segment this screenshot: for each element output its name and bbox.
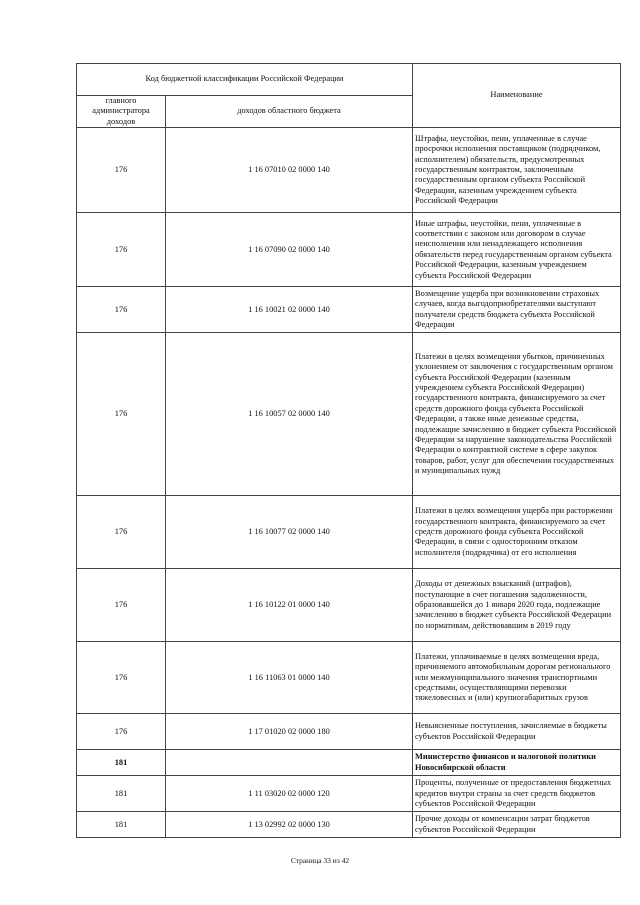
income-name: Невыясненные поступления, зачисляемые в бюджеты субъектов Российской Федерации [413, 714, 621, 750]
table-row [77, 213, 621, 287]
admin-code: 181 [77, 812, 166, 838]
admin-code: 176 [77, 569, 166, 642]
admin-code: 181 [77, 750, 166, 776]
admin-code: 176 [77, 496, 166, 569]
income-code: 1 11 03020 02 0000 120 [166, 776, 413, 812]
income-name: Штрафы, неустойки, пени, уплаченные в случае просрочки исполнения поставщиком (подрядчиком, исполнителем) обязательств, предусмотренных государственным контрактом, заключенным государственным органом субъекта Российской Федерации, казенным учреждением субъекта Российской Федерации [413, 128, 621, 213]
admin-code: 176 [77, 714, 166, 750]
table-row-administrator [77, 750, 621, 776]
table-row [77, 776, 621, 812]
table-row [77, 128, 621, 213]
administrator-name: Министерство финансов и налоговой политики Новосибирской области [413, 750, 621, 776]
table-row [77, 714, 621, 750]
admin-code: 176 [77, 333, 166, 496]
admin-code: 176 [77, 213, 166, 287]
income-code: 1 16 07010 02 0000 140 [166, 128, 413, 213]
page-number: Страница 33 из 42 [290, 856, 350, 865]
table-row [77, 287, 621, 333]
table-row [77, 333, 621, 496]
budget-classification-table [76, 63, 621, 838]
income-name: Прочие доходы от компенсации затрат бюджетов субъектов Российской Федерации [413, 812, 621, 838]
header-name-title: Наименование [413, 64, 621, 128]
income-code: 1 16 10077 02 0000 140 [166, 496, 413, 569]
admin-code: 176 [77, 642, 166, 714]
income-code [166, 750, 413, 776]
table-row [77, 569, 621, 642]
income-code: 1 17 01020 02 0000 180 [166, 714, 413, 750]
income-code: 1 16 10021 02 0000 140 [166, 287, 413, 333]
income-name: Доходы от денежных взысканий (штрафов), поступающие в счет погашения задолженности, образовавшейся до 1 января 2020 года, подлежащие зачислению в бюджет субъекта Российской Федерации по нормативам, действовавшим в 2019 году [413, 569, 621, 642]
income-name: Иные штрафы, неустойки, пени, уплаченные в соответствии с законом или договором в случае неисполнения или ненадлежащего исполнения обязательств перед государственным органом субъекта Российской Федерации, казенным учреждением субъекта Российской Федерации [413, 213, 621, 287]
table-row [77, 812, 621, 838]
header-group-title: Код бюджетной классификации Российской Федерации [77, 64, 413, 96]
table-row [77, 496, 621, 569]
income-name: Платежи, уплачиваемые в целях возмещения вреда, причиняемого автомобильным дорогам регионального или межмуниципального значения транспортными средствами, осуществляющими перевозки тяжеловесных и (или) крупногабаритных грузов [413, 642, 621, 714]
income-code: 1 13 02992 02 0000 130 [166, 812, 413, 838]
admin-code: 176 [77, 128, 166, 213]
header-row-top [77, 64, 621, 96]
income-name: Возмещение ущерба при возникновении страховых случаев, когда выгодоприобретателями выступают получатели средств бюджета субъекта Российской Федерации [413, 287, 621, 333]
admin-code: 181 [77, 776, 166, 812]
income-code: 1 16 10057 02 0000 140 [166, 333, 413, 496]
income-code: 1 16 10122 01 0000 140 [166, 569, 413, 642]
header-col-admin: главного администратора доходов [77, 96, 166, 128]
admin-code: 176 [77, 287, 166, 333]
income-code: 1 16 11063 01 0000 140 [166, 642, 413, 714]
income-code: 1 16 07090 02 0000 140 [166, 213, 413, 287]
income-name: Платежи в целях возмещения ущерба при расторжении государственного контракта, финансируемого за счет средств дорожного фонда субъекта Российской Федерации, в связи с односторонним отказом исполнителя (подрядчика) от его исполнения [413, 496, 621, 569]
income-name: Проценты, полученные от предоставления бюджетных кредитов внутри страны за счет средств бюджетов субъектов Российской Федерации [413, 776, 621, 812]
header-col-income: доходов областного бюджета [166, 96, 413, 128]
table-row [77, 642, 621, 714]
income-name: Платежи в целях возмещения убытков, причиненных уклонением от заключения с государственным органом субъекта Российской Федерации (казенным учреждением субъекта Российской Федерации) государственного контракта, финансируемого за счет средств дорожного фонда субъекта Российской Федерации, а также иные денежные средства, подлежащие зачислению в бюджет субъекта Российской Федерации за нарушение законодательства Российской Федерации о контрактной системе в сфере закупок товаров, работ, услуг для обеспечения государственных и муниципальных нужд [413, 333, 621, 496]
